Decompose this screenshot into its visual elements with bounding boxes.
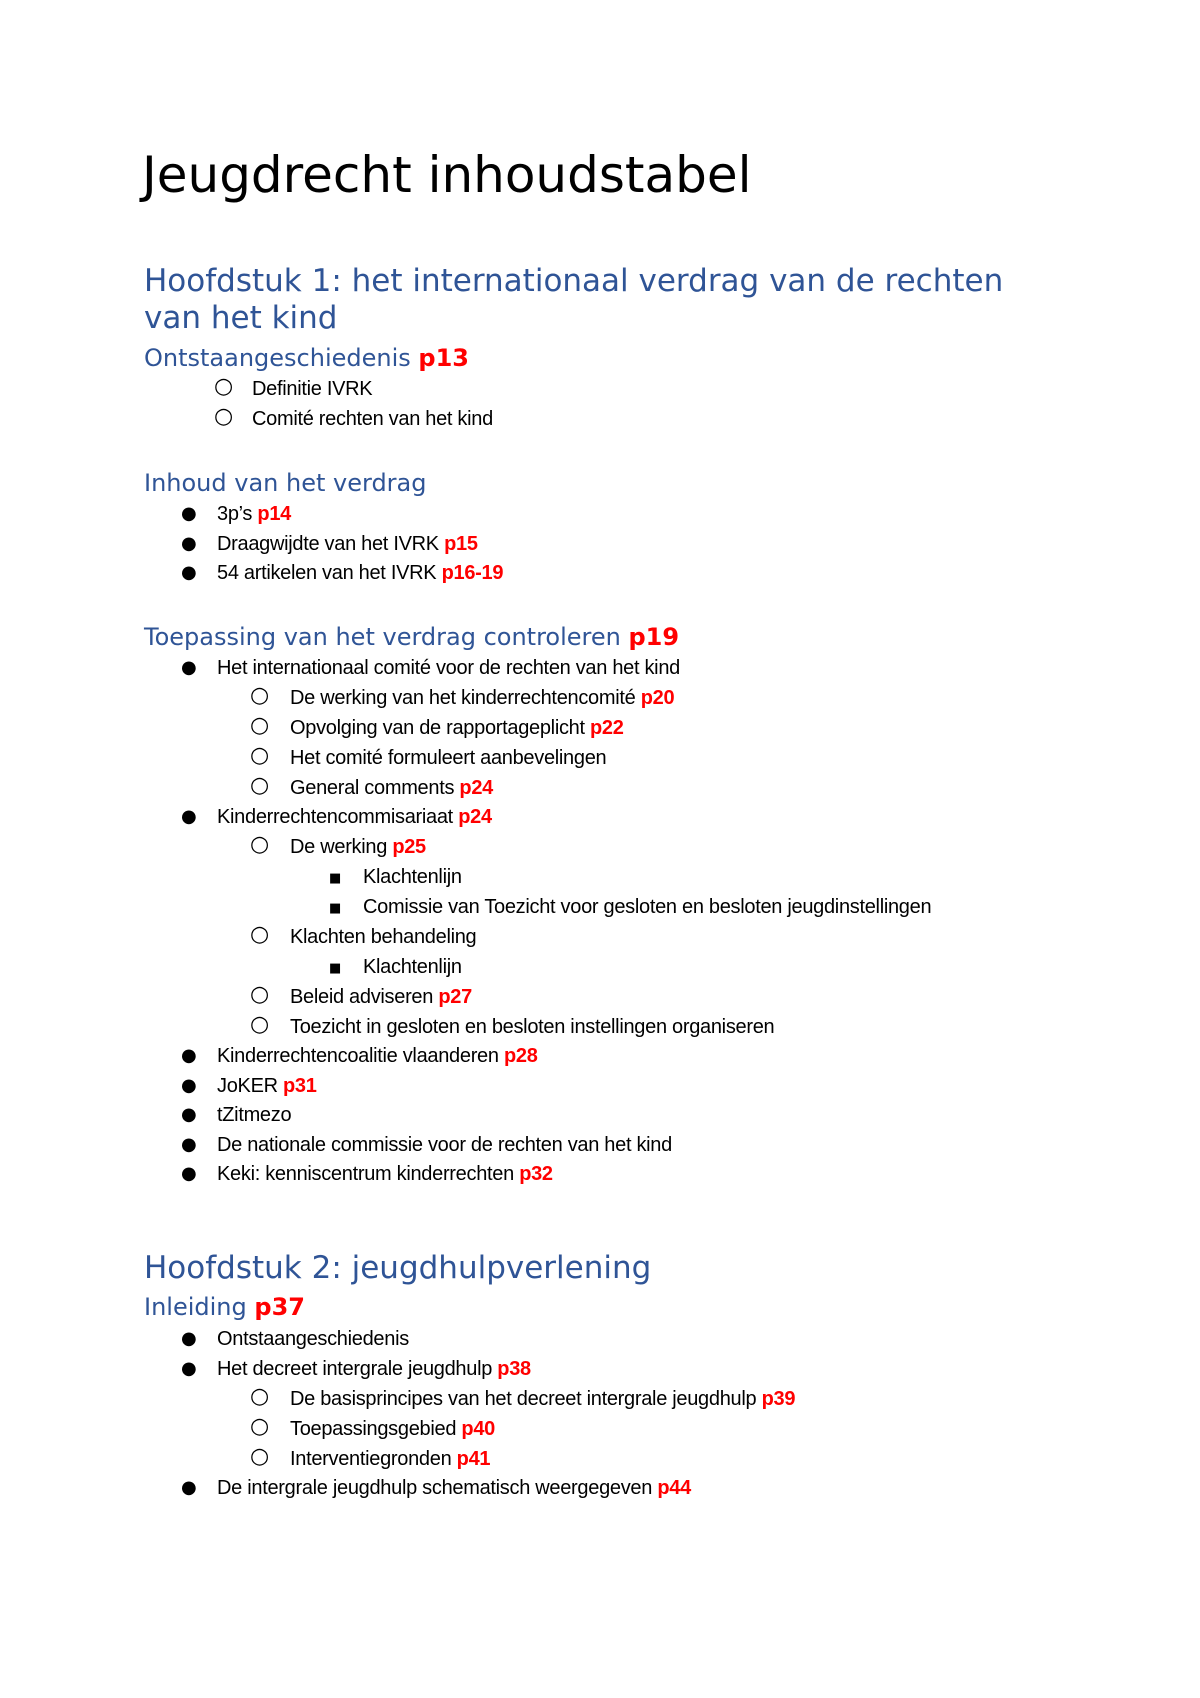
circle-bullet-icon: ○ bbox=[250, 1384, 270, 1409]
page-reference: p24 bbox=[458, 806, 492, 828]
disc-bullet-icon: ● bbox=[181, 503, 197, 524]
list-item: Definitie IVRK bbox=[252, 378, 373, 400]
disc-bullet-icon: ● bbox=[181, 1104, 197, 1125]
circle-bullet-icon: ○ bbox=[250, 713, 270, 738]
circle-bullet-icon: ○ bbox=[214, 374, 234, 399]
list-item: Klachtenlijn bbox=[363, 866, 462, 888]
page-reference: p27 bbox=[438, 986, 472, 1008]
list-item: 3p’s p14 bbox=[217, 503, 291, 525]
list-item: Ontstaangeschiedenis bbox=[217, 1328, 409, 1350]
circle-bullet-icon: ○ bbox=[250, 982, 270, 1007]
circle-bullet-icon: ○ bbox=[250, 922, 270, 947]
list-item: Keki: kenniscentrum kinderrechten p32 bbox=[217, 1163, 553, 1185]
disc-bullet-icon: ● bbox=[181, 1045, 197, 1066]
list-item: De werking van het kinderrechtencomité p20 bbox=[290, 687, 675, 709]
disc-bullet-icon: ● bbox=[181, 1163, 197, 1184]
list-item: Comissie van Toezicht voor gesloten en besloten jeugdinstellingen bbox=[363, 896, 932, 918]
page-reference: p14 bbox=[257, 503, 291, 525]
square-bullet-icon: ■ bbox=[329, 901, 342, 916]
disc-bullet-icon: ● bbox=[181, 533, 197, 554]
disc-bullet-icon: ● bbox=[181, 562, 197, 583]
disc-bullet-icon: ● bbox=[181, 806, 197, 827]
circle-bullet-icon: ○ bbox=[250, 773, 270, 798]
document-title: Jeugdrecht inhoudstabel bbox=[142, 146, 752, 204]
disc-bullet-icon: ● bbox=[181, 1075, 197, 1096]
page-reference: p37 bbox=[254, 1293, 305, 1321]
section-heading: Inleiding p37 bbox=[144, 1293, 305, 1321]
chapter-1-heading-line-1: Hoofdstuk 1: het internationaal verdrag van de rechten bbox=[144, 263, 1004, 299]
list-item: General comments p24 bbox=[290, 777, 493, 799]
disc-bullet-icon: ● bbox=[181, 1477, 197, 1498]
page-reference: p31 bbox=[283, 1075, 317, 1097]
list-item: De nationale commissie voor de rechten van het kind bbox=[217, 1134, 672, 1156]
chapter-2-heading: Hoofdstuk 2: jeugdhulpverlening bbox=[144, 1250, 652, 1286]
list-item: Comité rechten van het kind bbox=[252, 408, 493, 430]
section-heading: Toepassing van het verdrag controleren p19 bbox=[144, 623, 680, 651]
list-item: Het internationaal comité voor de rechten van het kind bbox=[217, 657, 680, 679]
page-reference: p38 bbox=[497, 1358, 531, 1380]
list-item: 54 artikelen van het IVRK p16-19 bbox=[217, 562, 504, 584]
section-heading: Ontstaangeschiedenis p13 bbox=[144, 344, 469, 372]
list-item: Toepassingsgebied p40 bbox=[290, 1418, 495, 1440]
list-item: Het decreet intergrale jeugdhulp p38 bbox=[217, 1358, 531, 1380]
page-reference: p28 bbox=[503, 1045, 538, 1067]
list-item: Beleid adviseren p27 bbox=[290, 986, 472, 1008]
page-reference: p44 bbox=[657, 1477, 691, 1499]
list-item: Kinderrechtencommisariaat p24 bbox=[217, 806, 492, 828]
circle-bullet-icon: ○ bbox=[250, 1414, 270, 1439]
circle-bullet-icon: ○ bbox=[214, 404, 234, 429]
page-reference: p15 bbox=[444, 533, 478, 555]
page-reference: p16-19 bbox=[441, 562, 504, 584]
list-item: De basisprincipes van het decreet intergrale jeugdhulp p39 bbox=[290, 1388, 796, 1410]
page-reference: p20 bbox=[640, 687, 675, 709]
circle-bullet-icon: ○ bbox=[250, 832, 270, 857]
square-bullet-icon: ■ bbox=[329, 961, 342, 976]
page-reference: p13 bbox=[418, 344, 469, 372]
page-reference: p24 bbox=[459, 777, 493, 799]
page-reference: p32 bbox=[519, 1163, 553, 1185]
disc-bullet-icon: ● bbox=[181, 657, 197, 678]
disc-bullet-icon: ● bbox=[181, 1328, 197, 1349]
list-item: Toezicht in gesloten en besloten instellingen organiseren bbox=[290, 1016, 775, 1038]
list-item: Klachtenlijn bbox=[363, 956, 462, 978]
page-reference: p25 bbox=[392, 836, 426, 858]
page-reference: p22 bbox=[590, 717, 624, 739]
circle-bullet-icon: ○ bbox=[250, 1012, 270, 1037]
square-bullet-icon: ■ bbox=[329, 871, 342, 886]
list-item: Klachten behandeling bbox=[290, 926, 477, 948]
page-reference: p19 bbox=[628, 623, 680, 651]
circle-bullet-icon: ○ bbox=[250, 1444, 270, 1469]
disc-bullet-icon: ● bbox=[181, 1134, 197, 1155]
list-item: tZitmezo bbox=[217, 1104, 292, 1126]
chapter-1-heading-line-2: van het kind bbox=[144, 300, 338, 336]
list-item: Kinderrechtencoalitie vlaanderen p28 bbox=[217, 1045, 538, 1067]
list-item: Draagwijdte van het IVRK p15 bbox=[217, 533, 478, 555]
page-reference: p39 bbox=[761, 1388, 796, 1410]
list-item: De intergrale jeugdhulp schematisch weergegeven p44 bbox=[217, 1477, 691, 1499]
section-heading: Inhoud van het verdrag bbox=[144, 469, 427, 497]
disc-bullet-icon: ● bbox=[181, 1358, 197, 1379]
list-item: Opvolging van de rapportageplicht p22 bbox=[290, 717, 624, 739]
page-reference: p40 bbox=[461, 1418, 495, 1440]
circle-bullet-icon: ○ bbox=[250, 743, 270, 768]
list-item: De werking p25 bbox=[290, 836, 426, 858]
page-reference: p41 bbox=[456, 1448, 491, 1470]
list-item: JoKER p31 bbox=[217, 1075, 317, 1097]
list-item: Interventiegronden p41 bbox=[290, 1448, 491, 1470]
list-item: Het comité formuleert aanbevelingen bbox=[290, 747, 607, 769]
circle-bullet-icon: ○ bbox=[250, 683, 270, 708]
